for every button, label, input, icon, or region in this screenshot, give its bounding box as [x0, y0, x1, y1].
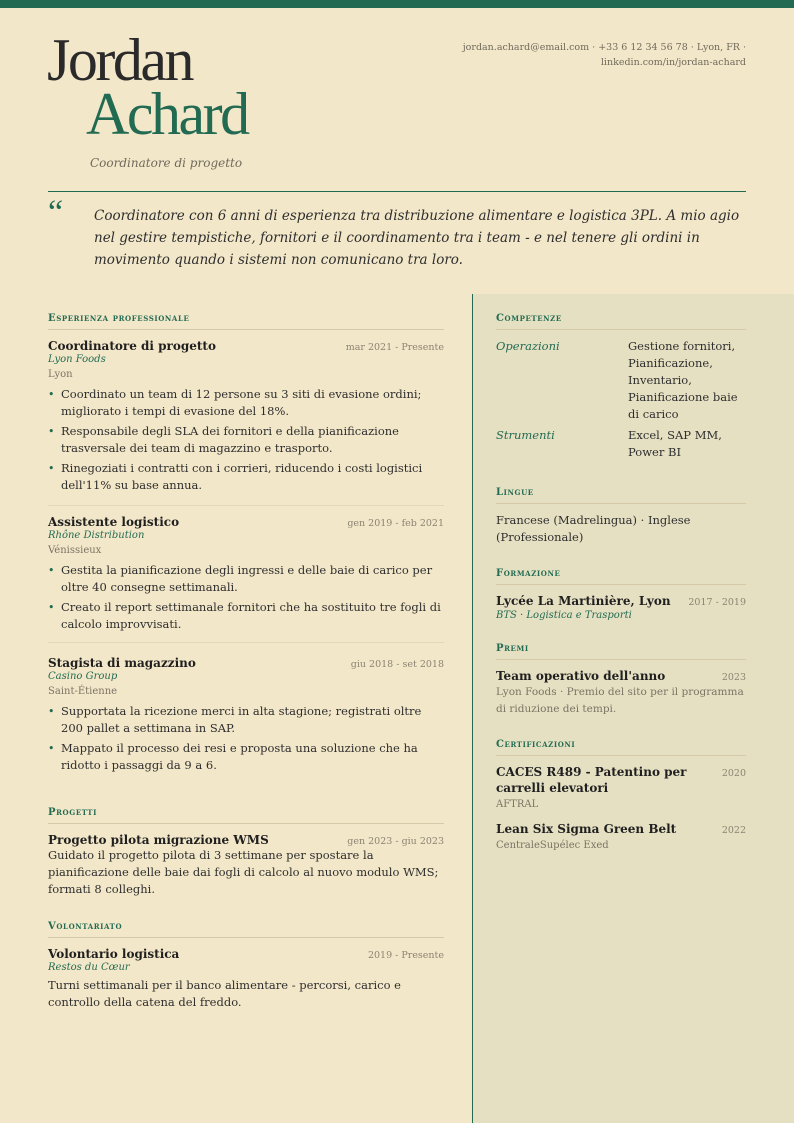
degree-name: BTS · Logistica e Trasporti	[496, 610, 632, 621]
skill-values: Excel, SAP MM, Power BI	[628, 428, 722, 459]
job-bullets	[48, 562, 444, 633]
job-bullets	[48, 386, 444, 494]
projects-section	[48, 807, 444, 898]
school-name: Lycée La Martinière, Lyon	[496, 594, 671, 608]
certification-name: Lean Six Sigma Green Belt	[496, 822, 677, 836]
job-bullets	[48, 703, 444, 774]
volunteer-org: Restos du Cœur	[48, 962, 130, 973]
project-entry	[48, 833, 444, 898]
award-name: Team operativo dell'anno	[496, 669, 666, 683]
certification-year: 2022	[721, 825, 746, 836]
quote-mark-icon: “	[48, 194, 64, 231]
languages-list: Francese (Madrelingua) · Inglese (Professionale)	[496, 513, 691, 544]
job-company: Lyon Foods	[48, 354, 106, 365]
certification-entry	[496, 821, 746, 854]
job-location: Lyon	[48, 369, 73, 380]
project-dates: gen 2023 - giu 2023	[347, 836, 444, 847]
job-company: Rhône Distribution	[48, 530, 145, 541]
section-title: Lingue	[496, 487, 746, 504]
contact-line: linkedin.com/in/jordan-achard	[600, 57, 746, 68]
section-title: Progetti	[48, 807, 444, 824]
volunteer-description: Turni settimanali per il banco alimentare - percorsi, carico e controllo della catena del freddo.	[48, 978, 401, 1009]
job-location: Saint-Étienne	[48, 686, 118, 697]
award-entry	[496, 668, 746, 718]
bullet-item: • Supportata la ricezione merci in alta stagione; registrati oltre 200 pallet a settimana in SAP.	[48, 703, 444, 737]
skill-row	[496, 427, 746, 461]
skills-section	[496, 313, 746, 461]
award-description: Lyon Foods · Premio del sito per il programma di riduzione dei tempi.	[496, 686, 744, 715]
job-entry	[48, 339, 444, 494]
job-dates: giu 2018 - set 2018	[350, 659, 444, 670]
job-role: Coordinatore di progetto	[48, 339, 216, 353]
education-years: 2017 - 2019	[688, 597, 746, 608]
education-entry	[496, 593, 746, 622]
skill-category: Strumenti	[496, 428, 555, 442]
job-entry	[48, 515, 444, 633]
job-location: Vénissieux	[48, 545, 102, 556]
profile-summary: Coordinatore con 6 anni di esperienza tra distribuzione alimentare e logistica 3PL. A mio agio nel gestire tempistiche, fornitori e il coordinamento tra i team - e nel tenere gli ordini in movimento quando i sistemi non comunicano tra loro.	[94, 208, 740, 268]
section-title: Volontariato	[48, 921, 444, 938]
job-entry	[48, 656, 444, 774]
section-title: Formazione	[496, 568, 746, 585]
project-description: Guidato il progetto pilota di 3 settimane per spostare la pianificazione delle baie dai fogli di calcolo al nuovo modulo WMS; formati 8 colleghi.	[48, 848, 439, 896]
volunteering-section	[48, 921, 444, 1011]
languages-section	[496, 487, 746, 546]
volunteer-entry	[48, 947, 444, 1011]
skill-row	[496, 338, 746, 423]
certification-entry	[496, 764, 746, 813]
bullet-item: • Mappato il processo dei resi e proposta una soluzione che ha ridotto i passaggi da 9 a 6.	[48, 740, 444, 774]
certification-issuer: AFTRAL	[496, 799, 539, 810]
awards-section	[496, 643, 746, 718]
project-name: Progetto pilota migrazione WMS	[48, 833, 269, 847]
entry-divider	[48, 642, 444, 643]
volunteer-role: Volontario logistica	[48, 947, 180, 961]
top-accent-bar	[0, 0, 794, 8]
bullet-item: • Coordinato un team di 12 persone su 3 siti di evasione ordini; migliorato i tempi di evasione del 18%.	[48, 386, 444, 420]
bullet-item: • Creato il report settimanale fornitori che ha sostituito tre fogli di calcolo improvvisati.	[48, 599, 444, 633]
bullet-item: • Rinegoziati i contratti con i corrieri, riducendo i costi logistici dell'11% su base annua.	[48, 460, 444, 494]
job-company: Casino Group	[48, 671, 118, 682]
skill-category: Operazioni	[496, 339, 560, 353]
certifications-section	[496, 739, 746, 854]
job-dates: mar 2021 - Presente	[345, 342, 444, 353]
job-role: Stagista di magazzino	[48, 656, 196, 670]
bullet-item: • Responsabile degli SLA dei fornitori e della pianificazione trasversale dei team di magazzino e trasporto.	[48, 423, 444, 457]
header-divider	[48, 191, 746, 192]
experience-section	[48, 313, 444, 777]
section-title: Certificazioni	[496, 739, 746, 756]
entry-divider	[48, 505, 444, 506]
bullet-item: • Gestita la pianificazione degli ingressi e delle baie di carico per oltre 40 consegne settimanali.	[48, 562, 444, 596]
skill-values: Gestione fornitori, Pianificazione, Inventario, Pianificazione baie di carico	[628, 339, 738, 421]
section-title: Premi	[496, 643, 746, 660]
award-year: 2023	[721, 672, 746, 683]
volunteer-dates: 2019 - Presente	[367, 950, 444, 961]
job-role: Assistente logistico	[48, 515, 180, 529]
name-last: Achard	[86, 81, 248, 147]
section-title: Esperienza professionale	[48, 313, 444, 330]
job-subtitle: Coordinatore di progetto	[90, 156, 243, 170]
certification-year: 2020	[721, 768, 746, 779]
contact-line: jordan.achard@email.com · +33 6 12 34 56 78 · Lyon, FR ·	[462, 42, 746, 53]
certification-name: CACES R489 - Patentino per carrelli elevatori	[496, 765, 687, 795]
section-title: Competenze	[496, 313, 746, 330]
education-section	[496, 568, 746, 622]
contact-info	[446, 40, 746, 70]
certification-issuer: CentraleSupélec Exed	[496, 840, 609, 851]
job-dates: gen 2019 - feb 2021	[347, 518, 444, 529]
name-first: Jordan	[47, 27, 192, 93]
